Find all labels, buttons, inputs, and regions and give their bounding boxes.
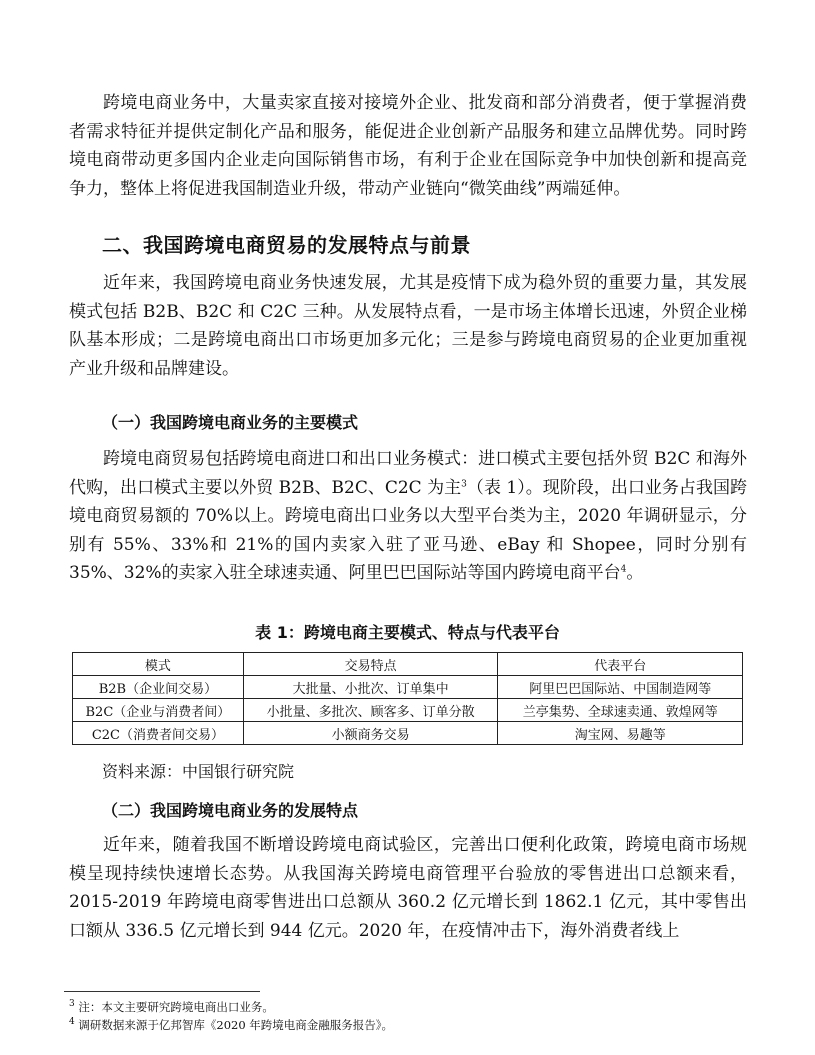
table-header-row [73,653,743,676]
subsection-1-text-b: （表 1）。现阶段，出口业务占我国跨境电商贸易额的 70%以上。跨境电商出口业务以大型平台类为主，2020 年调研显示，分别有 55%、33%和 21%的国内卖家入驻了亚马逊、eBay 和 Shopee，同时分别有 35%、32%的卖家入驻全球速卖通、阿里巴巴国际站等国内跨境电商平台 [69,477,747,583]
table-header-cell: 代表平台 [498,653,743,676]
footnote-4 [69,1017,393,1033]
table-cell: 小批量、多批次、顾客多、订单分散 [243,699,498,722]
table-cell: 阿里巴巴国际站、中国制造网等 [498,676,743,699]
table-row [73,722,743,745]
subsection-heading-2: （二）我国跨境电商业务的发展特点 [102,801,359,820]
table-cell: 大批量、小批次、订单集中 [243,676,498,699]
subsection-1-text-c: 。 [626,563,644,583]
table-header-cell: 模式 [73,653,244,676]
footnote-ref-3[interactable]: 3 [461,478,467,489]
footnote-mark: 3 [69,999,75,1010]
table-caption: 表 1：跨境电商主要模式、特点与代表平台 [255,623,560,642]
footnote-ref-4[interactable]: 4 [620,564,627,575]
footnote-3 [69,999,274,1015]
table-cell: 小额商务交易 [243,722,498,745]
section-heading: 二、我国跨境电商贸易的发展特点与前景 [102,233,471,257]
table-header-cell: 交易特点 [243,653,498,676]
section-paragraph: 近年来，我国跨境电商业务快速发展，尤其是疫情下成为稳外贸的重要力量，其发展模式包括 B2B、B2C 和 C2C 三种。从发展特点看，一是市场主体增长迅速，外贸企业梯队基本形成；二是跨境电商出口市场更加多元化；三是参与跨境电商贸易的企业更加重视产业升级和品牌建设。 [69,273,747,379]
modes-table [72,652,743,745]
table-row [73,676,743,699]
subsection-1-text-a: 跨境电商贸易包括跨境电商进口和出口业务模式：进口模式主要包括外贸 B2C 和海外代购，出口模式主要以外贸 B2B、B2C、C2C 为主 [69,449,747,498]
footnote-text: 注：本文主要研究跨境电商出口业务。 [74,1000,274,1014]
table-cell: 兰亭集势、全球速卖通、敦煌网等 [498,699,743,722]
table-cell: 淘宝网、易趣等 [498,722,743,745]
subsection-2-paragraph: 近年来，随着我国不断增设跨境电商试验区，完善出口便利化政策，跨境电商市场规模呈现持续快速增长态势。从我国海关跨境电商管理平台验放的零售进出口总额来看，2015-2019 年跨境电商零售进出口总额从 360.2 亿元增长到 1862.1 亿元，其中零售出口额从 336.5 亿元增长到 944 亿元。2020 年，在疫情冲击下，海外消费者线上 [69,835,747,941]
table-row [73,699,743,722]
footnote-separator [64,991,260,992]
table-source-note: 资料来源：中国银行研究院 [102,762,295,781]
intro-paragraph: 跨境电商业务中，大量卖家直接对接境外企业、批发商和部分消费者，便于掌握消费者需求特征并提供定制化产品和服务，能促进企业创新产品服务和建立品牌优势。同时跨境电商带动更多国内企业走向国际销售市场，有利于企业在国际竞争中加快创新和提高竞争力，整体上将促进我国制造业升级，带动产业链向“微笑曲线”两端延伸。 [69,93,747,199]
table-cell: B2B（企业间交易） [73,676,244,699]
footnote-mark: 4 [69,1017,75,1028]
footnote-text: 调研数据来源于亿邦智库《2020 年跨境电商金融服务报告》。 [74,1018,394,1032]
table-cell: B2C（企业与消费者间） [73,699,244,722]
table-cell: C2C（消费者间交易） [73,722,244,745]
subsection-heading-1: （一）我国跨境电商业务的主要模式 [102,413,359,432]
subsection-1-paragraph [69,445,747,588]
